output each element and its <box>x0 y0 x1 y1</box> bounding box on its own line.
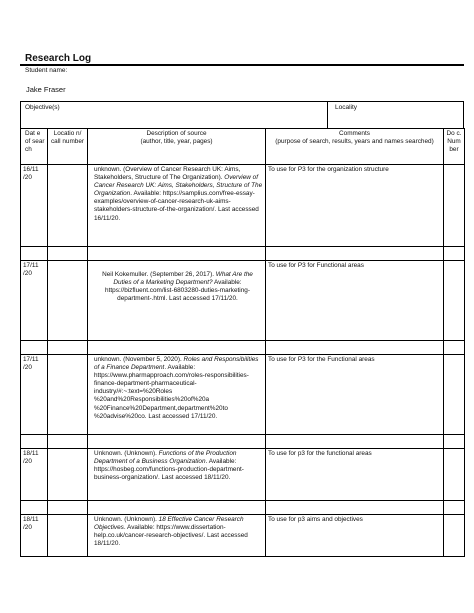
row-doc-number <box>444 261 465 341</box>
source-italic-title: Roles and Responsibilities of a Finance Department <box>94 356 259 372</box>
row-gap <box>21 435 465 449</box>
row-gap <box>21 501 465 515</box>
row-doc-number <box>444 515 465 557</box>
objective-locality-box <box>20 101 464 129</box>
student-name-label: Student name: <box>25 67 68 74</box>
source-italic-title: Functions of the Production Department of a Business Organization <box>94 450 237 466</box>
locality-label: Locality <box>335 104 358 111</box>
header-source <box>88 129 266 165</box>
row-comment: To use for P3 for the Functional areas <box>266 355 444 435</box>
row-location <box>48 515 88 557</box>
title-divider <box>20 64 464 66</box>
row-comment: To use for P3 for Functional areas <box>266 261 444 341</box>
row-location <box>48 165 88 247</box>
row-source <box>88 449 266 501</box>
table-row <box>21 355 465 435</box>
header-doc-number: Do c. Num ber <box>444 129 465 165</box>
document-title: Research Log <box>25 53 92 64</box>
header-source-title: Description of source <box>146 130 207 137</box>
row-source <box>88 261 266 341</box>
source-plain: . Available: https://www.dissertation-help.co.uk/cancer-research-objectives/. Last accessed 18/11/20. <box>94 524 248 548</box>
source-italic-title: What Are the Duties of a Marketing Department? <box>113 271 253 287</box>
source-plain: Neil Kokemuller. (September 26, 2017). <box>102 271 216 278</box>
header-date: Dat e of sear ch <box>21 129 48 165</box>
row-doc-number <box>444 165 465 247</box>
row-date: 18/11 /20 <box>21 449 48 501</box>
header-comments-title: Comments <box>339 130 370 137</box>
row-source <box>88 515 266 557</box>
source-plain: Available: https://bizfluent.com/list-6803280-duties-marketing-department-.html. Last accessed 17/11/20. <box>105 279 250 303</box>
row-source <box>88 165 266 247</box>
row-comment: To use for p3 aims and objectives <box>266 515 444 557</box>
row-comment: To use for p3 for the functional areas <box>266 449 444 501</box>
source-plain: . Available: https://www.pharmapproach.com/roles-responsibilities-finance-department-pharmaceutical-industry/#:~:text=%20Roles %20and%20Responsibilities%20of%20a %20Finance%20Department,department%20to %20advise%20co. Last accessed 17/11/20. <box>94 364 249 420</box>
row-date: 16/11 /20 <box>21 165 48 247</box>
row-date: 18/11 /20 <box>21 515 48 557</box>
row-location <box>48 261 88 341</box>
row-source <box>88 355 266 435</box>
source-italic-title: Overview of Cancer Research UK: Aims, Stakeholders, Structure of The Organization <box>94 174 263 198</box>
row-location <box>48 449 88 501</box>
source-plain: unknown. (Overview of Cancer Research UK: Aims, Stakeholders, Structure of The Organization). <box>94 166 241 182</box>
row-comment: To use for P3 for the organization structure <box>266 165 444 247</box>
source-italic-title: 18 Effective Cancer Research Objectives <box>94 516 244 532</box>
row-doc-number <box>444 449 465 501</box>
table-header-row <box>21 129 465 165</box>
table-row <box>21 449 465 501</box>
header-comments-sub: (purpose of search, results, years and names searched) <box>275 138 434 146</box>
source-plain: Unknown. (Unknown). <box>94 516 159 523</box>
box-divider <box>327 102 328 128</box>
header-source-sub: (author, title, year, pages) <box>140 138 213 146</box>
row-date: 17/11 /20 <box>21 261 48 341</box>
row-gap <box>21 247 465 261</box>
research-log-table <box>20 128 465 557</box>
header-comments <box>266 129 444 165</box>
objectives-label: Objective(s) <box>25 104 60 111</box>
row-date: 17/11 /20 <box>21 355 48 435</box>
row-gap <box>21 341 465 355</box>
source-plain: . Available: https://samplius.com/free-essay-examples/overview-of-cancer-research-uk-aims-stakeholders-structure-of-the-organization/. Last accessed 16/11/20. <box>94 190 259 222</box>
table-row <box>21 261 465 341</box>
source-plain: unknown. (November 5, 2020). <box>94 356 184 363</box>
table-row <box>21 515 465 557</box>
source-plain: Unknown. (Unknown). <box>94 450 159 457</box>
table-row <box>21 165 465 247</box>
student-name-value: Jake Fraser <box>26 85 66 94</box>
row-doc-number <box>444 355 465 435</box>
source-plain: . Available: https://hosbeg.com/functions-production-department-business-organization/. Last accessed 18/11/20. <box>94 458 244 482</box>
header-location: Locatio n/ call number <box>48 129 88 165</box>
row-location <box>48 355 88 435</box>
